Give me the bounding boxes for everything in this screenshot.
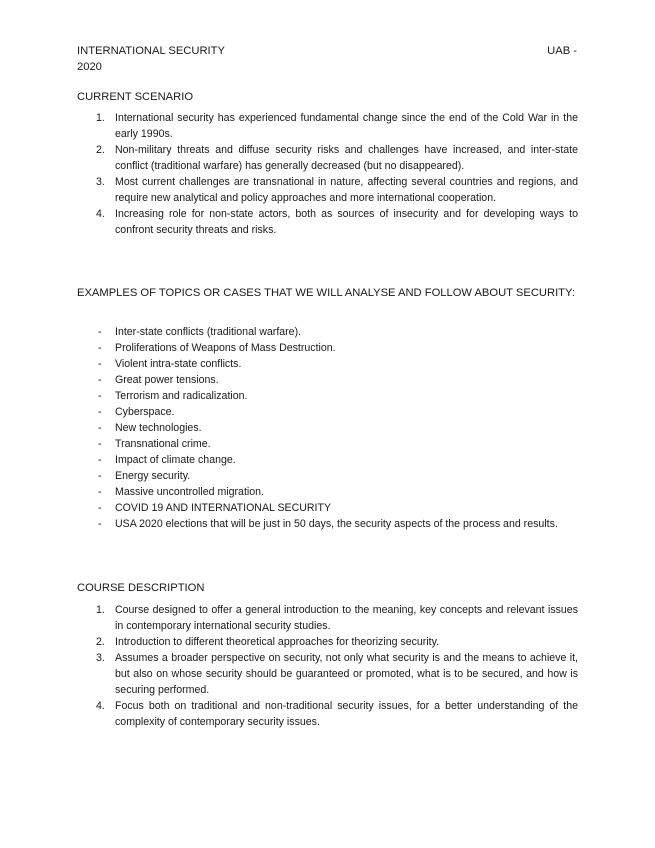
list-marker: - — [98, 326, 102, 338]
header-institution: UAB - — [547, 45, 577, 57]
list-item-text: Transnational crime. — [115, 438, 211, 450]
course-description-list — [77, 602, 578, 730]
list-marker: 1. — [96, 604, 105, 616]
list-item-text: COVID 19 AND INTERNATIONAL SECURITY — [115, 502, 332, 514]
list-marker: - — [98, 406, 102, 418]
header-year: 2020 — [77, 61, 102, 73]
list-item — [77, 206, 578, 238]
list-item-text: Inter-state conflicts (traditional warfare). — [115, 326, 302, 338]
list-item-text: International security has experienced fundamental change since the end of the Cold War in the early 1990s. — [115, 112, 578, 140]
list-item-text: Most current challenges are transnational in nature, affecting several countries and regions, and require new analytical and policy approaches and more international cooperation. — [115, 176, 578, 204]
list-item — [77, 634, 578, 650]
list-item-text: Non-military threats and diffuse security risks and challenges have increased, and inter-state conflict (traditional warfare) has generally decreased (but no disappeared). — [115, 144, 578, 172]
list-item — [77, 372, 578, 388]
list-item-text: Course designed to offer a general introduction to the meaning, key concepts and relevant issues in contemporary international security studies. — [115, 604, 578, 632]
section-title-course-description: COURSE DESCRIPTION — [77, 582, 205, 594]
list-item — [77, 500, 578, 516]
list-item — [77, 468, 578, 484]
list-marker: - — [98, 502, 102, 514]
list-item-text: Energy security. — [115, 470, 191, 482]
list-item — [77, 142, 578, 174]
list-item — [77, 324, 578, 340]
list-item-text: Violent intra-state conflicts. — [115, 358, 242, 370]
list-item — [77, 650, 578, 698]
list-marker: - — [98, 454, 102, 466]
list-marker: 1. — [96, 112, 105, 124]
list-marker: - — [98, 390, 102, 402]
header-course-title: INTERNATIONAL SECURITY — [77, 45, 225, 57]
list-item-text: USA 2020 elections that will be just in 50 days, the security aspects of the process and results. — [115, 518, 558, 530]
list-item — [77, 436, 578, 452]
list-marker: - — [98, 422, 102, 434]
list-item — [77, 356, 578, 372]
list-marker: - — [98, 470, 102, 482]
list-item-text: New technologies. — [115, 422, 202, 434]
list-item — [77, 698, 578, 730]
list-marker: - — [98, 342, 102, 354]
current-scenario-list — [77, 110, 578, 238]
list-item-text: Great power tensions. — [115, 374, 219, 386]
section-title-examples: EXAMPLES OF TOPICS OR CASES THAT WE WILL ANALYSE AND FOLLOW ABOUT SECURITY: — [77, 287, 575, 299]
list-item — [77, 174, 578, 206]
list-marker: - — [98, 374, 102, 386]
list-item — [77, 404, 578, 420]
list-item — [77, 340, 578, 356]
examples-list — [77, 324, 578, 532]
list-item — [77, 516, 578, 532]
list-item — [77, 484, 578, 500]
list-item-text: Cyberspace. — [115, 406, 175, 418]
section-title-current-scenario: CURRENT SCENARIO — [77, 91, 194, 103]
list-item-text: Massive uncontrolled migration. — [115, 486, 264, 498]
list-marker: 2. — [96, 144, 105, 156]
list-item-text: Assumes a broader perspective on security, not only what security is and the means to achieve it, but also on whose security should be guaranteed or promoted, what is to be secured, and how is securing performed. — [115, 652, 578, 696]
list-marker: - — [98, 438, 102, 450]
list-item — [77, 110, 578, 142]
list-marker: 4. — [96, 700, 105, 712]
list-marker: - — [98, 486, 102, 498]
list-marker: 3. — [96, 652, 105, 664]
list-item — [77, 602, 578, 634]
list-marker: 4. — [96, 208, 105, 220]
list-item — [77, 420, 578, 436]
list-item — [77, 452, 578, 468]
list-item-text: Impact of climate change. — [115, 454, 236, 466]
list-item-text: Proliferations of Weapons of Mass Destruction. — [115, 342, 336, 354]
list-item — [77, 388, 578, 404]
list-marker: 3. — [96, 176, 105, 188]
list-marker: 2. — [96, 636, 105, 648]
list-item-text: Focus both on traditional and non-traditional security issues, for a better understanding of the complexity of contemporary security issues. — [115, 700, 578, 728]
list-marker: - — [98, 518, 102, 530]
list-item-text: Increasing role for non-state actors, both as sources of insecurity and for developing ways to confront security threats and risks. — [115, 208, 578, 236]
list-item-text: Introduction to different theoretical approaches for theorizing security. — [115, 636, 440, 648]
list-item-text: Terrorism and radicalization. — [115, 390, 248, 402]
list-marker: - — [98, 358, 102, 370]
